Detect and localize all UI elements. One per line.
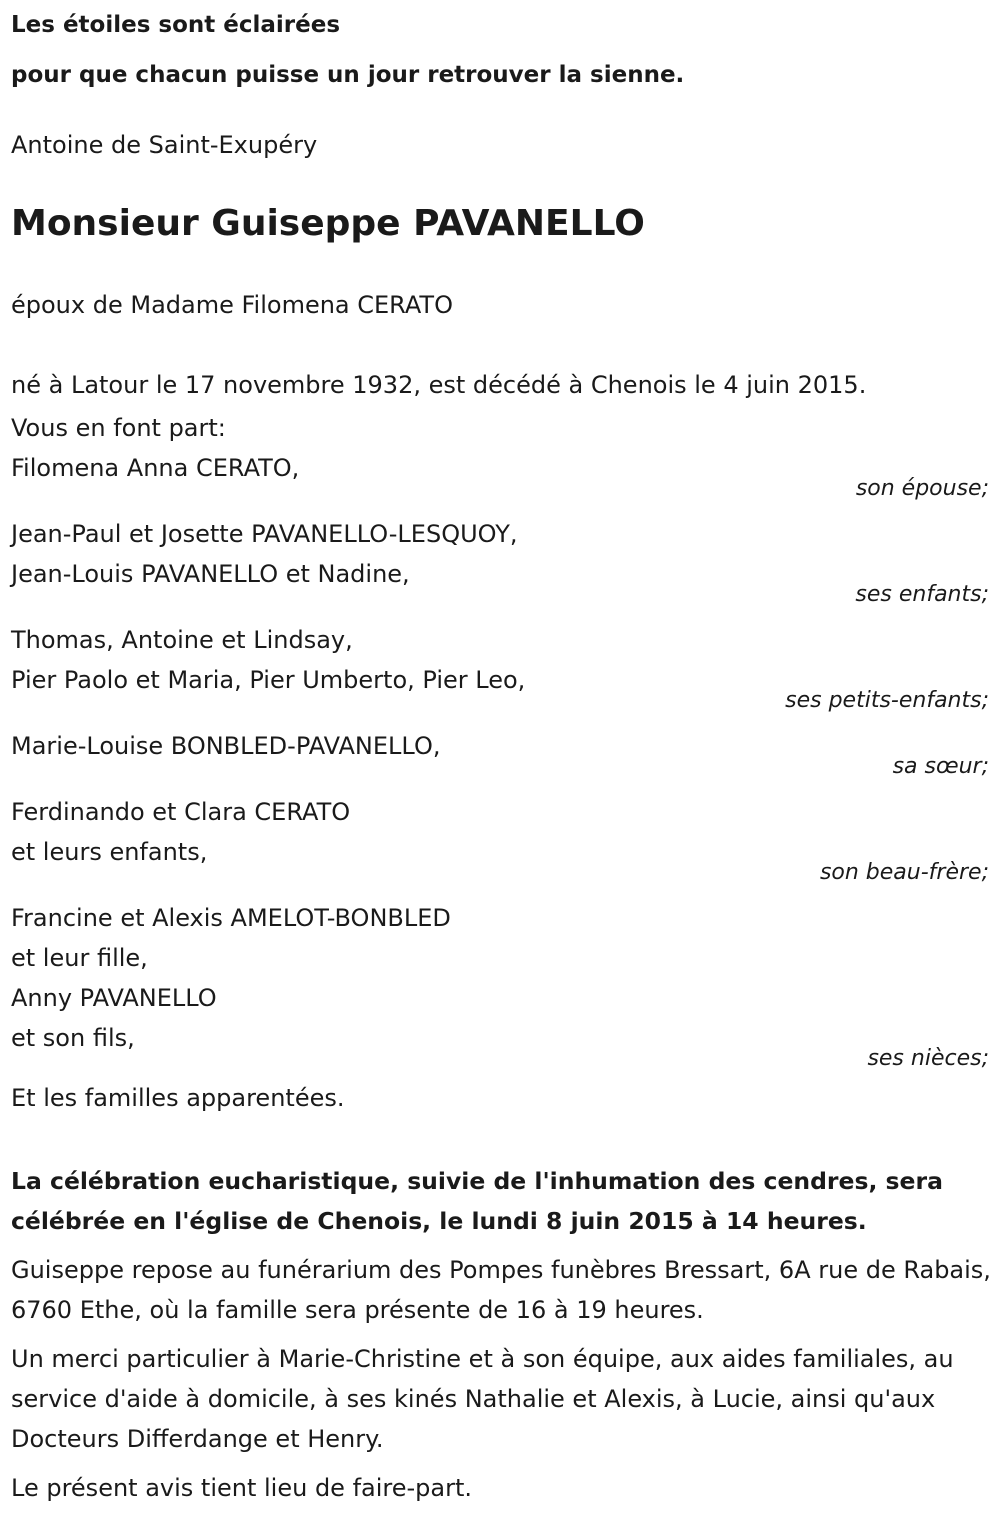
- family-group: [11, 898, 991, 1072]
- family-member-line: et leur fille,: [11, 944, 148, 972]
- deceased-name: Monsieur Guiseppe PAVANELLO: [11, 203, 645, 244]
- family-relation: son beau-frère;: [819, 860, 989, 885]
- family-relation: ses petits-enfants;: [785, 688, 989, 713]
- closing-line: Le présent avis tient lieu de faire-part.: [11, 1474, 473, 1502]
- family-member-line: Francine et Alexis AMELOT-BONBLED: [11, 904, 451, 932]
- obituary-notice: [11, 0, 991, 1508]
- family-relation: son épouse;: [855, 476, 989, 501]
- birth-death-line: né à Latour le 17 novembre 1932, est décédé à Chenois le 4 juin 2015.: [11, 371, 867, 399]
- family-list: [11, 448, 991, 1072]
- family-group: [11, 448, 991, 502]
- families-line: Et les familles apparentées.: [11, 1084, 345, 1112]
- ceremony-info: La célébration eucharistique, suivie de l'inhumation des cendres, sera célébrée en l'église de Chenois, le lundi 8 juin 2015 à 14 heures.: [11, 1167, 943, 1235]
- family-member-line: Filomena Anna CERATO,: [11, 454, 300, 482]
- family-group: [11, 620, 991, 714]
- announce-intro: Vous en font part:: [11, 414, 226, 442]
- family-relation: ses enfants;: [855, 582, 989, 607]
- family-group: [11, 726, 991, 780]
- family-member-line: et leurs enfants,: [11, 838, 208, 866]
- family-relation: sa sœur;: [892, 754, 989, 779]
- quote-line-2: pour que chacun puisse un jour retrouver la sienne.: [11, 62, 685, 88]
- family-group: [11, 514, 991, 608]
- family-member-line: Anny PAVANELLO: [11, 984, 217, 1012]
- thanks-paragraph: Un merci particulier à Marie-Christine et à son équipe, aux aides familiales, au service d'aide à domicile, à ses kinés Nathalie et Alexis, à Lucie, ainsi qu'aux Docteurs Differdange et Henry.: [11, 1345, 954, 1453]
- family-member-line: Pier Paolo et Maria, Pier Umberto, Pier Leo,: [11, 666, 526, 694]
- family-member-line: Jean-Paul et Josette PAVANELLO-LESQUOY,: [11, 520, 518, 548]
- family-group: [11, 792, 991, 886]
- family-member-line: Marie-Louise BONBLED-PAVANELLO,: [11, 732, 441, 760]
- family-member-line: et son fils,: [11, 1024, 135, 1052]
- family-member-line: Jean-Louis PAVANELLO et Nadine,: [11, 560, 410, 588]
- family-relation: ses nièces;: [867, 1046, 989, 1071]
- funerarium-info: Guiseppe repose au funérarium des Pompes funèbres Bressart, 6A rue de Rabais, 6760 Ethe, où la famille sera présente de 16 à 19 heures.: [11, 1256, 991, 1324]
- quote-line-1: Les étoiles sont éclairées: [11, 12, 341, 38]
- quote-author: Antoine de Saint-Exupéry: [11, 131, 318, 159]
- family-member-line: Ferdinando et Clara CERATO: [11, 798, 351, 826]
- spouse-line: époux de Madame Filomena CERATO: [11, 291, 453, 319]
- family-member-line: Thomas, Antoine et Lindsay,: [11, 626, 353, 654]
